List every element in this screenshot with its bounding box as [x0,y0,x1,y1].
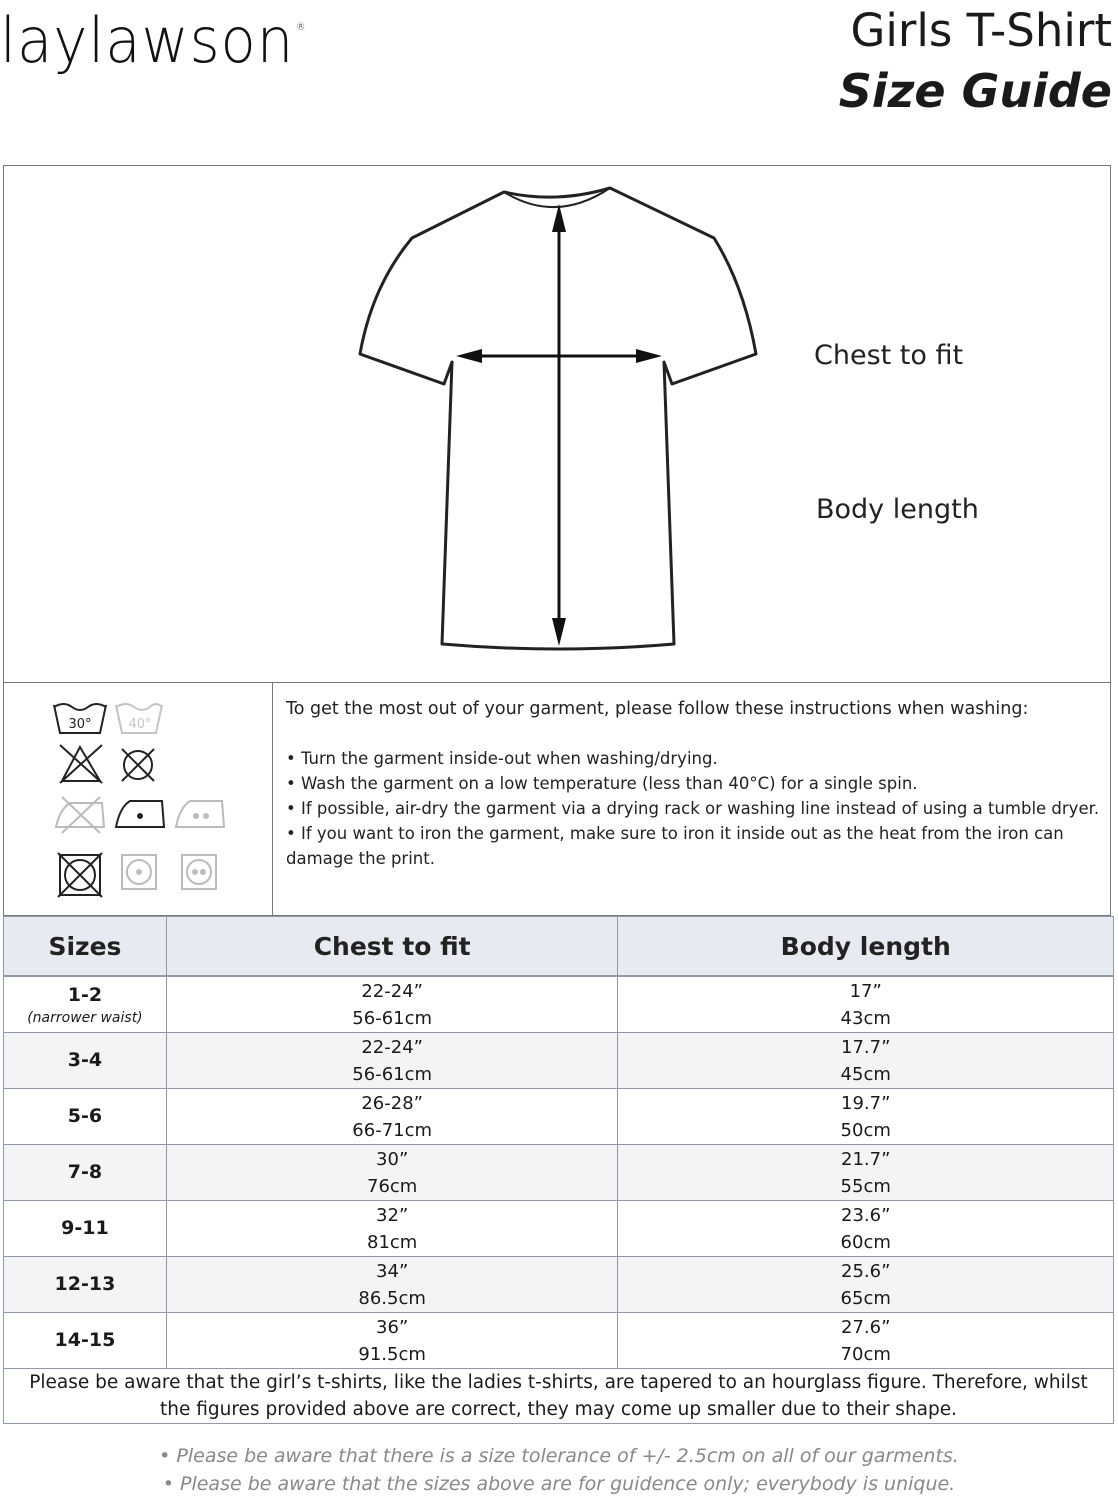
tumble-dry-low-icon [122,855,156,889]
care-intro: To get the most out of your garment, please follow these instructions when washing: [286,699,1029,719]
table-row [4,976,1114,1033]
size-cell: 5-6 [4,1089,167,1145]
table-row [4,1257,1114,1313]
header-chest: Chest to fit [166,917,618,977]
length-cell: 17.7” 45cm [618,1033,1114,1089]
table-row [4,1201,1114,1257]
care-bullet: • Turn the garment inside-out when washing/drying. [286,746,1106,771]
wash-40-icon [116,704,162,733]
tumble-dry-normal-icon [182,855,216,889]
iron-low-icon [116,801,164,827]
no-tumble-dry-icon [58,853,102,897]
tshirt-diagram [4,166,1110,682]
iron-medium-icon [176,801,224,827]
no-bleach-chlorine-icon [122,749,154,781]
no-bleach-icon [60,745,102,783]
footnote-tolerance: • Please be aware that there is a size tolerance of +/- 2.5cm on all of our garments. [159,1445,959,1467]
care-bullet: • If possible, air-dry the garment via a drying rack or washing line instead of using a tumble dryer. [286,796,1106,821]
chest-cell: 36” 91.5cm [166,1313,618,1369]
chest-cell: 22-24” 56-61cm [166,1033,618,1089]
guide-title [839,2,1112,122]
chest-cell: 34” 86.5cm [166,1257,618,1313]
length-cell: 19.7” 50cm [618,1089,1114,1145]
table-row [4,1313,1114,1369]
size-note: (narrower waist) [27,1010,143,1026]
header-sizes: Sizes [4,917,167,977]
wash-30-text: 30° [68,717,92,732]
length-cell: 23.6” 60cm [618,1201,1114,1257]
footnotes [0,1442,1118,1498]
length-cell: 27.6” 70cm [618,1313,1114,1369]
registered-mark: ® [296,22,307,33]
length-cell: 21.7” 55cm [618,1145,1114,1201]
brand-logo [0,4,306,124]
chest-label: Chest to fit [814,340,964,371]
brand-name: laylawson [0,4,295,77]
size-table [3,916,1114,1424]
title-line-1: Girls T-Shirt [850,4,1112,57]
size-cell: 12-13 [4,1257,167,1313]
chest-cell: 30” 76cm [166,1145,618,1201]
footnote-guidance: • Please be aware that the sizes above are for guidence only; everybody is unique. [162,1473,956,1495]
no-iron-icon [56,797,104,833]
table-footer-row [4,1369,1114,1424]
table-row [4,1089,1114,1145]
size-cell: 1-2 (narrower waist) [4,976,167,1033]
size-cell: 3-4 [4,1033,167,1089]
title-line-2: Size Guide [838,64,1112,118]
size-cell: 9-11 [4,1201,167,1257]
care-instructions-panel [3,683,1111,916]
care-symbols [4,683,273,915]
chest-cell: 26-28” 66-71cm [166,1089,618,1145]
length-cell: 25.6” 65cm [618,1257,1114,1313]
length-cell: 17” 43cm [618,976,1114,1033]
chest-cell: 22-24” 56-61cm [166,976,618,1033]
size-cell: 14-15 [4,1313,167,1369]
table-header-row [4,917,1114,977]
care-bullet: • Wash the garment on a low temperature (less than 40°C) for a single spin. [286,771,1106,796]
care-instructions [286,697,1106,871]
fit-note: Please be aware that the girl’s t-shirts, like the ladies t-shirts, are tapered to an hourglass figure. Therefore, whilst the figures provided above are correct, they may come up smaller due to their shape. [4,1369,1114,1424]
wash-30-icon [54,704,106,733]
header-length: Body length [618,917,1114,977]
wash-40-text: 40° [128,717,152,732]
tshirt-diagram-panel [3,165,1111,683]
body-length-label: Body length [816,494,979,525]
chest-cell: 32” 81cm [166,1201,618,1257]
table-row [4,1145,1114,1201]
size-cell: 7-8 [4,1145,167,1201]
care-list [286,746,1106,871]
care-bullet: • If you want to iron the garment, make sure to iron it inside out as the heat from the iron can damage the print. [286,821,1106,871]
table-row [4,1033,1114,1089]
